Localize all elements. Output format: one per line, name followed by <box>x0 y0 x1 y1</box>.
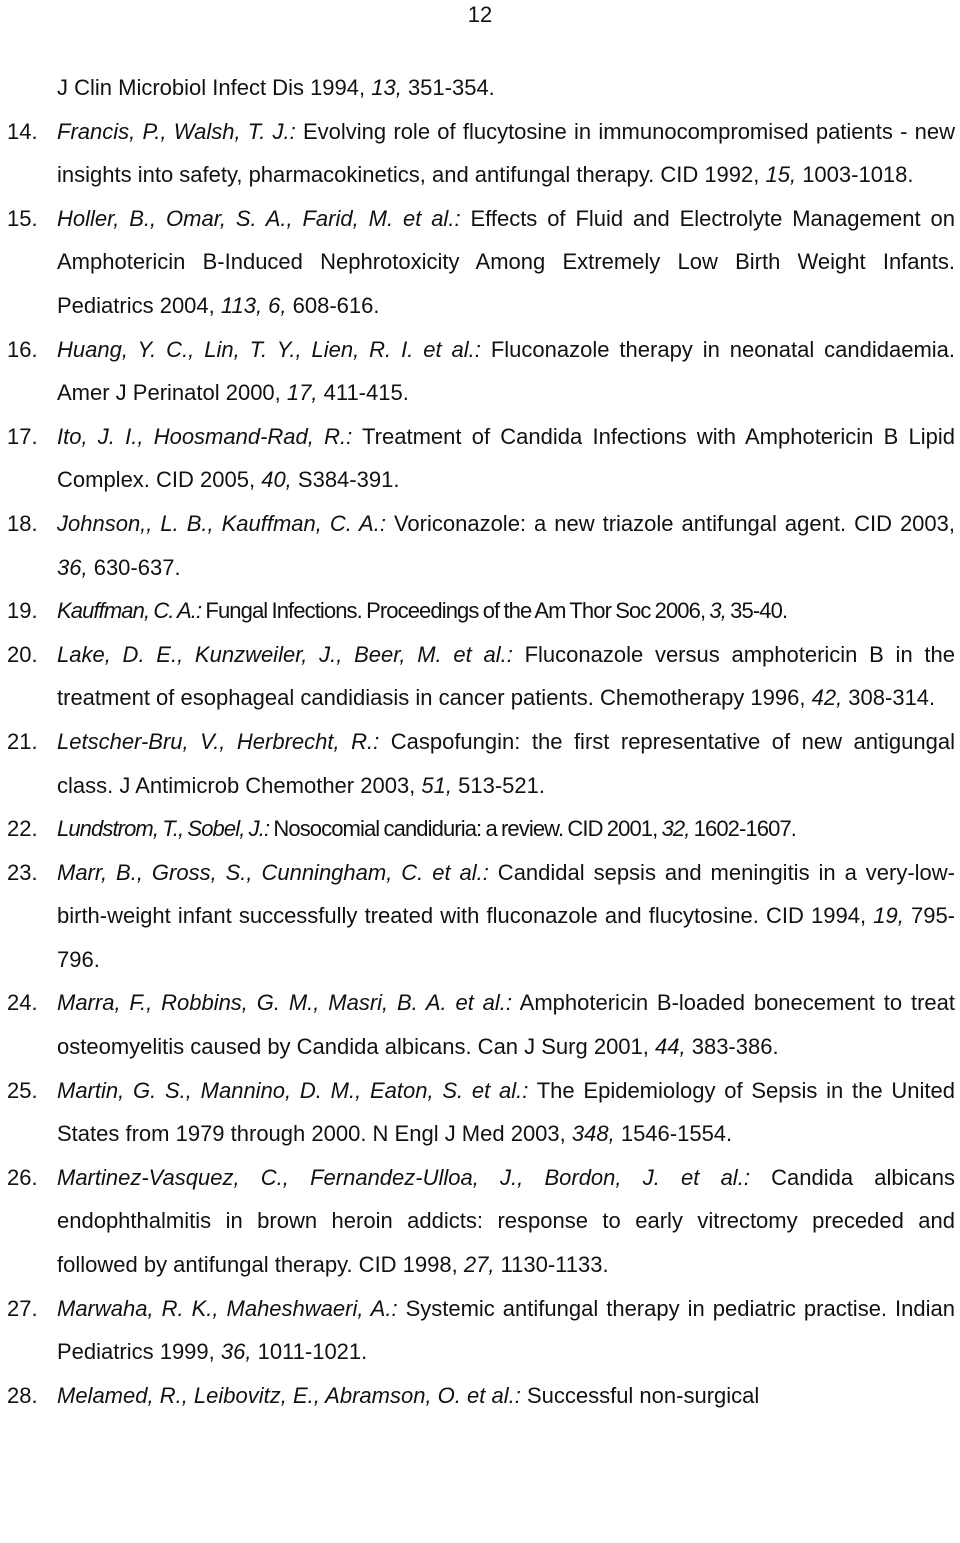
reference-pages: 795-796. <box>57 903 956 972</box>
reference-text <box>57 1374 955 1418</box>
reference-pages: 411-415. <box>317 380 409 406</box>
reference-item <box>0 1287 960 1374</box>
reference-pages: 35-40. <box>725 598 788 624</box>
reference-text <box>57 589 955 633</box>
reference-pages: 1602-1607. <box>689 816 796 842</box>
reference-text <box>57 328 955 415</box>
reference-volume: 15, <box>765 162 797 188</box>
reference-source: Can J Surg 2001, <box>471 1034 656 1060</box>
page-number: 12 <box>467 2 493 27</box>
reference-text <box>57 851 955 982</box>
reference-number: 26. <box>7 1164 38 1190</box>
reference-authors-colon: : <box>474 336 481 362</box>
reference-authors-colon: : <box>454 205 461 231</box>
reference-number: 18. <box>7 510 38 536</box>
reference-authors-colon: : <box>482 859 489 885</box>
reference-title: Treatment of Candida Infections with Amphotericin B Lipid Complex. <box>57 423 955 493</box>
reference-title: Effects of Fluid and Electrolyte Management on Amphotericin B-Induced Nephrotoxicity Among Extremely Low Birth Weight Infants. <box>57 205 955 275</box>
reference-authors-colon: : <box>391 1295 398 1321</box>
reference-authors-colon: : <box>379 510 386 536</box>
reference-source: J Antimicrob Chemother 2003, <box>113 772 422 798</box>
reference-authors: Marwaha, R. K., Maheshwaeri, A. <box>57 1295 392 1321</box>
reference-item <box>0 502 960 589</box>
reference-number: 25. <box>7 1077 38 1103</box>
reference-volume: 44, <box>655 1034 686 1060</box>
reference-number: 14. <box>7 118 38 144</box>
reference-pages: 630-637. <box>87 554 181 580</box>
reference-source: Amer J Perinatol 2000, <box>57 380 287 406</box>
reference-source: CID 2005, <box>149 467 262 493</box>
reference-item <box>0 1069 960 1156</box>
reference-authors-colon: : <box>346 423 353 449</box>
reference-number: 19. <box>7 598 38 624</box>
reference-title: Systemic antifungal therapy in pediatric practise. <box>397 1295 888 1321</box>
reference-source: CID 1998, <box>352 1252 464 1278</box>
reference-source: CID 1994, <box>758 903 874 929</box>
reference-authors: Letscher-Bru, V., Herbrecht, R. <box>57 728 374 754</box>
reference-authors-colon: : <box>289 118 296 144</box>
reference-authors-colon: : <box>514 1382 521 1408</box>
reference-source: Chemotherapy 1996, <box>593 685 812 711</box>
reference-pages: 1130-1133. <box>494 1252 609 1278</box>
reference-item <box>0 633 960 720</box>
reference-text <box>57 1156 955 1287</box>
reference-text <box>57 1287 955 1374</box>
reference-source: CID 1992, <box>654 162 766 188</box>
reference-item <box>0 807 960 851</box>
reference-item <box>0 981 960 1068</box>
reference-text <box>57 981 955 1068</box>
reference-authors-colon: : <box>522 1077 529 1103</box>
reference-authors: Lundstrom, T., Sobel, J. <box>57 816 264 842</box>
reference-volume: 113, 6, <box>220 292 287 318</box>
reference-authors-colon: : <box>373 728 380 754</box>
reference-volume: 17, <box>286 380 318 406</box>
reference-text <box>57 415 955 502</box>
reference-item <box>0 110 960 197</box>
reference-item <box>0 1156 960 1287</box>
reference-source: CID 2001, <box>563 816 662 842</box>
reference-title: Fluconazole therapy in neonatal candidaemia. <box>480 336 956 362</box>
reference-pages: 1003-1018. <box>796 162 914 188</box>
reference-title: Amphotericin B-loaded bonecement to treat osteomyelitis caused by Candida albicans. <box>57 990 955 1060</box>
reference-source: Indian Pediatrics 1999, <box>57 1295 955 1365</box>
reference-pages: S384-391. <box>291 467 400 493</box>
reference-title: Candida albicans endophthalmitis in brown heroin addicts: response to early vitrectomy preceded and followed by antifungal therapy. <box>57 1164 955 1278</box>
reference-authors: Johnson,, L. B., Kauffman, C. A. <box>57 510 380 536</box>
reference-authors: Lake, D. E., Kunzweiler, J., Beer, M. et al. <box>57 641 507 667</box>
reference-number: 15. <box>7 205 38 231</box>
reference-authors: Melamed, R., Leibovitz, E., Abramson, O. et al. <box>57 1382 515 1408</box>
reference-pages: 608-616. <box>286 292 380 318</box>
reference-text <box>57 720 955 807</box>
reference-pages: 513-521. <box>452 772 545 798</box>
reference-pages: 351-354. <box>401 75 495 100</box>
reference-number: 22. <box>7 816 38 842</box>
reference-volume: 348, <box>571 1121 615 1147</box>
reference-text <box>57 110 955 197</box>
reference-volume: 36, <box>220 1339 252 1365</box>
reference-text <box>57 807 955 851</box>
reference-number: 24. <box>7 990 38 1016</box>
reference-source: Proceedings of the Am Thor Soc 2006, <box>361 598 710 624</box>
reference-authors: Marra, F., Robbins, G. M., Masri, B. A. et al. <box>57 990 506 1016</box>
reference-title: Fluconazole versus amphotericin B in the treatment of esophageal candidiasis in cancer patients. <box>57 641 956 711</box>
reference-authors-colon: : <box>263 816 270 842</box>
reference-number: 17. <box>7 423 38 449</box>
reference-number: 27. <box>7 1295 38 1321</box>
reference-title: Evolving role of flucytosine in immunocompromised patients - new insights into safety, pharmacokinetics, and antifungal therapy. <box>57 118 956 188</box>
reference-title: Successful non-surgical <box>520 1382 760 1408</box>
reference-authors-colon: : <box>506 641 513 667</box>
reference-text <box>57 197 955 328</box>
reference-item <box>0 720 960 807</box>
reference-source: CID 2003, <box>846 510 955 536</box>
reference-volume: 40, <box>261 467 292 493</box>
reference-pages: 383-386. <box>685 1034 779 1060</box>
reference-item <box>0 589 960 633</box>
reference-title: Caspofungin: the first representative of new antigungal class. <box>57 728 956 798</box>
reference-number: 16. <box>7 336 38 362</box>
reference-title: The Epidemiology of Sepsis in the United States from 1979 through 2000. <box>57 1077 955 1147</box>
reference-title: Nosocomial candiduria: a review. <box>269 816 564 842</box>
reference-volume: 13, <box>371 75 402 100</box>
reference-text <box>57 633 955 720</box>
reference-volume: 42, <box>811 685 843 711</box>
reference-list <box>0 66 960 1417</box>
reference-pages: 308-314. <box>842 685 936 711</box>
reference-item <box>0 1374 960 1418</box>
reference-item <box>0 197 960 328</box>
reference-volume: 51, <box>421 772 452 798</box>
reference-source: Pediatrics 2004, <box>57 292 221 318</box>
reference-number: 21. <box>7 728 38 754</box>
reference-number: 20. <box>7 641 38 667</box>
reference-number: 23. <box>7 859 38 885</box>
reference-volume: 3, <box>709 598 726 624</box>
reference-title: Fungal Infections. <box>201 598 362 624</box>
reference-authors-colon: : <box>195 598 202 624</box>
reference-item <box>0 66 960 110</box>
reference-item <box>0 415 960 502</box>
reference-title: Candidal sepsis and meningitis in a very-low-birth-weight infant successfully treated with fluconazole and flucytosine. <box>57 859 955 929</box>
reference-authors: Martin, G. S., Mannino, D. M., Eaton, S. et al. <box>57 1077 523 1103</box>
reference-authors: Martinez-Vasquez, C., Fernandez-Ulloa, J., Bordon, J. et al. <box>57 1164 744 1190</box>
reference-volume: 19, <box>873 903 904 929</box>
reference-volume: 36, <box>57 554 88 580</box>
reference-volume: 27, <box>463 1252 495 1278</box>
reference-authors: Marr, B., Gross, S., Cunningham, C. et al. <box>57 859 483 885</box>
reference-title: Voriconazole: a new triazole antifungal agent. <box>385 510 847 536</box>
reference-authors: Holler, B., Omar, S. A., Farid, M. et al. <box>57 205 455 231</box>
reference-item <box>0 851 960 982</box>
reference-text <box>57 66 955 110</box>
reference-item <box>0 328 960 415</box>
reference-authors-colon: : <box>505 990 513 1016</box>
reference-volume: 32, <box>661 816 690 842</box>
reference-source: N Engl J Med 2003, <box>366 1121 572 1147</box>
reference-source: J Clin Microbiol Infect Dis 1994, <box>57 75 372 100</box>
reference-pages: 1011-1021. <box>251 1339 368 1365</box>
reference-text <box>57 1069 955 1156</box>
reference-authors: Ito, J. I., Hoosmand-Rad, R. <box>57 423 347 449</box>
reference-pages: 1546-1554. <box>614 1121 733 1147</box>
reference-authors: Francis, P., Walsh, T. J. <box>57 118 290 144</box>
reference-text <box>57 502 955 589</box>
reference-authors-colon: : <box>743 1164 750 1190</box>
reference-number: 28. <box>7 1382 38 1408</box>
reference-authors: Huang, Y. C., Lin, T. Y., Lien, R. I. et al. <box>57 336 475 362</box>
reference-authors: Kauffman, C. A. <box>57 598 196 624</box>
